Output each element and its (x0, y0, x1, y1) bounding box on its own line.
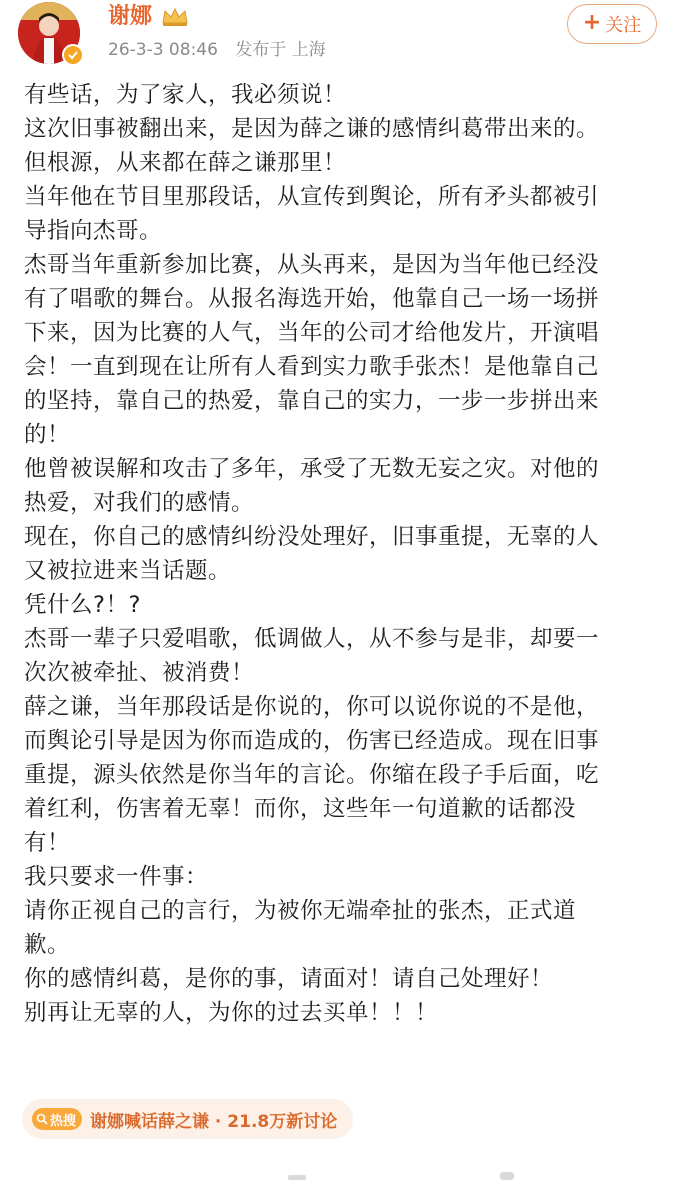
hot-topic-link[interactable] (22, 1099, 353, 1139)
follow-label: 关注 (605, 15, 642, 36)
post-line: 当年他在节目里那段话，从宣传到舆论，所有矛头都被引 (24, 184, 600, 210)
avatar[interactable] (18, 2, 80, 64)
post-line: 你的感情纠葛，是你的事，请面对！请自己处理好！ (24, 966, 554, 992)
post-line: 杰哥当年重新参加比赛，从头再来，是因为当年他已经没 (24, 252, 600, 278)
post-line: 下来，因为比赛的人气，当年的公司才给他发片，开演唱 (24, 320, 600, 346)
plus-icon: + (582, 10, 602, 35)
hot-topic-text: 谢娜喊话薛之谦 · 21.8万新讨论 (90, 1111, 338, 1132)
hot-badge-label: 热搜 (50, 1113, 77, 1129)
post-line: 重提，源头依然是你当年的言论。你缩在段子手后面，吃 (24, 762, 600, 788)
search-icon (36, 1113, 48, 1125)
post-line: 这次旧事被翻出来，是因为薛之谦的感情纠葛带出来的。 (24, 116, 600, 142)
verified-badge-icon (62, 44, 84, 66)
post-text (24, 78, 664, 1030)
post-line: 有！ (24, 830, 71, 856)
post-location: 发布于 上海 (235, 40, 326, 60)
post-line: 导指向杰哥。 (24, 218, 163, 244)
post-line: 现在，你自己的感情纠纷没处理好，旧事重提，无辜的人 (24, 524, 600, 550)
post-line: 薛之谦，当年那段话是你说的，你可以说你说的不是他， (24, 694, 600, 720)
post-line: 歉。 (24, 932, 71, 958)
post-line: 杰哥一辈子只爱唱歌，低调做人，从不参与是非，却要一 (24, 626, 600, 652)
post-line: 热爱，对我们的感情。 (24, 490, 255, 516)
bottom-toolbar-edge (0, 1165, 680, 1176)
post-line: 的坚持，靠自己的热爱，靠自己的实力，一步一步拼出来 (24, 388, 600, 414)
post-line: 别再让无辜的人，为你的过去买单！！！ (24, 1000, 439, 1026)
hot-search-badge (32, 1108, 82, 1130)
post-header (0, 0, 680, 78)
post-meta (108, 38, 326, 62)
post-line: 凭什么?！? (24, 592, 141, 618)
post-line: 我只要求一件事： (24, 864, 209, 890)
post-line: 他曾被误解和攻击了多年，承受了无数无妄之灾。对他的 (24, 456, 600, 482)
post-line: 有了唱歌的舞台。从报名海选开始，他靠自己一场一场拼 (24, 286, 600, 312)
post-line: 又被拉进来当话题。 (24, 558, 232, 584)
follow-button[interactable] (567, 4, 657, 44)
post-line: 的！ (24, 422, 71, 448)
post-line: 着红利，伤害着无辜！而你，这些年一句道歉的话都没 (24, 796, 577, 822)
post-line: 请你正视自己的言行，为被你无端牵扯的张杰，正式道 (24, 898, 577, 924)
post-line: 但根源，从来都在薛之谦那里！ (24, 150, 347, 176)
post-line: 会！一直到现在让所有人看到实力歌手张杰！是他靠自己 (24, 354, 600, 380)
post-line: 有些话，为了家人，我必须说！ (24, 82, 347, 108)
username[interactable]: 谢娜 (108, 4, 153, 29)
post-line: 次次被牵扯、被消费！ (24, 660, 255, 686)
post-time: 26-3-3 08:46 (108, 40, 218, 60)
post-line: 而舆论引导是因为你而造成的，伤害已经造成。现在旧事 (24, 728, 600, 754)
crown-icon (160, 6, 190, 28)
username-row (108, 2, 190, 32)
